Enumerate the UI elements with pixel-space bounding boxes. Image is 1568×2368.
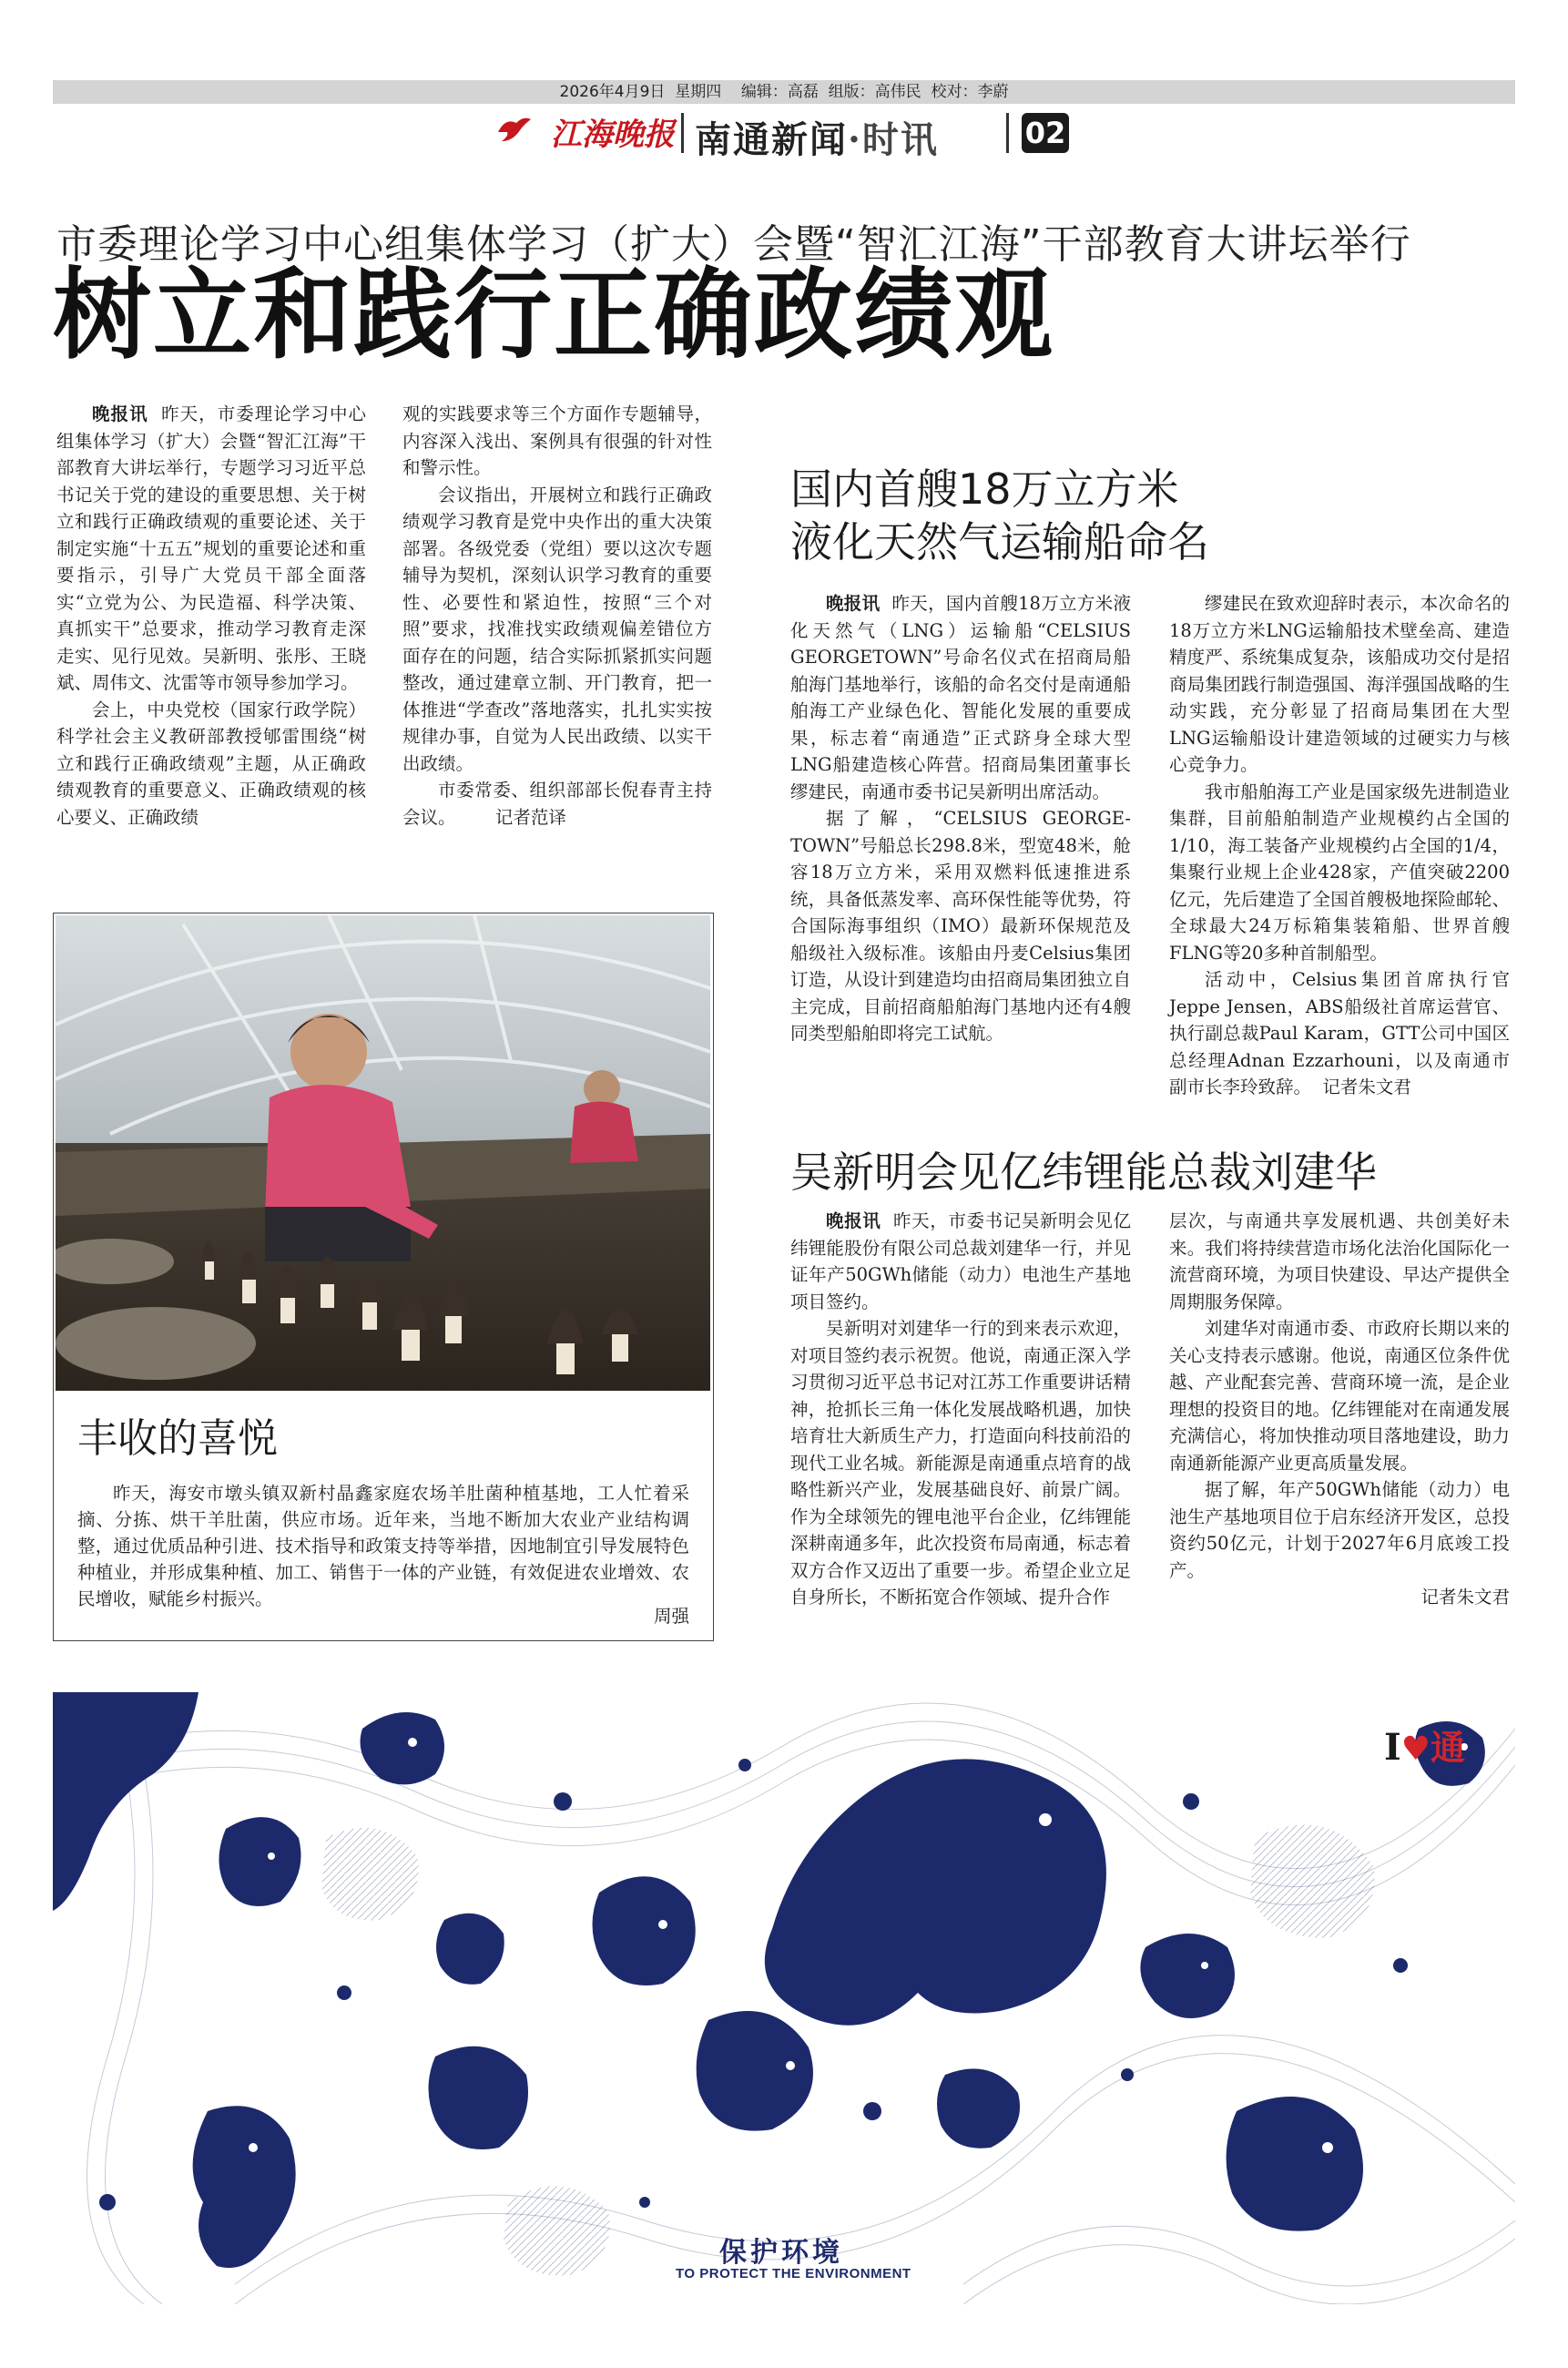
logo-letter-i: I (1384, 1726, 1401, 1769)
lead-story-col2 (402, 401, 712, 831)
ship-paragraph: 缪建民在致欢迎辞时表示，本次命名的18万立方米LNG运输船技术壁垒高、建造精度严、系统集成复杂，该船成功交付是招商局集团践行制造强国、海洋强国战略的生动实践，充分彰显了招商局集团在大型LNG运输船设计建造领域的过硬实力与核心竞争力。 (1169, 593, 1510, 775)
lead-tag: 晚报讯 (826, 593, 881, 614)
lead-paragraph: 会议指出，开展树立和践行正确政绩观学习教育是党中央作出的重大决策部署。各级党委（党组）要以这次专题辅导为契机，深刻认识学习教育的重要性、必要性和紧迫性，按照“三个对照”要求，找准找实政绩观偏差错位方面存在的问题，结合实际抓紧抓实问题整改，通过建章立制、开门教育，把一体推进“学查改”落地落实，扎扎实实按规律办事，自觉为人民出政绩、以实干出政绩。 (402, 484, 712, 774)
lead-text: 昨天，市委理论学习中心组集体学习（扩大）会暨“智汇江海”干部教育大讲坛举行，专题学习习近平总书记关于党的建设的重要思想、关于树立和践行正确政绩观的重要论述、关于制定实施“十五五”规划的重要论述和重要指示，引导广大党员干部全面落实“立党为公、为民造福、科学决策、真抓实干”总要求，推动学习教育走深走实、见行见效。吴新明、张彤、王晓斌、周伟文、沈雷等市领导参加学习。 (56, 403, 366, 693)
lead-tag: 晚报讯 (826, 1210, 881, 1231)
lead-paragraph (56, 401, 366, 697)
lead-paragraph: 观的实践要求等三个方面作专题辅导，内容深入浅出、案例具有很强的针对性和警示性。 (402, 403, 712, 478)
lead-paragraph (402, 777, 712, 831)
masthead-divider (1006, 113, 1009, 153)
heart-icon: ♥ (1400, 1730, 1431, 1768)
newspaper-name: 江海晚报 (550, 117, 675, 153)
date-bar (53, 80, 1515, 104)
lead-story-col1 (56, 401, 366, 831)
ship-story-col2 (1169, 590, 1510, 1101)
ship-paragraph: 我市船舶海工产业是国家级先进制造业集群，目前船舶制造产业规模约占全国的1/10，海工装备产业规模约占全国的1/4，集聚行业规上企业428家，产值突破2200亿元，先后建造了全国首艘极地探险邮轮、全球最大24万标箱集装箱船、世界首艘FLNG等20多种首制船型。 (1169, 781, 1510, 964)
meeting-paragraph: 据了解，年产50GWh储能（动力）电池生产基地项目位于启东经济开发区，总投资约50亿元，计划于2027年6月底竣工投产。 (1169, 1479, 1510, 1581)
lead-paragraph: 会上，中央党校（国家行政学院）科学社会主义教研部教授郇雷围绕“树立和践行正确政绩观”主题，从正确政绩观教育的重要意义、正确政绩观的核心要义、正确政绩 (56, 699, 366, 828)
meeting-headline: 吴新明会见亿纬锂能总裁刘建华 (790, 1148, 1377, 1197)
chair-text: 市委常委、组织部部长倪春青主持会议。 (402, 780, 712, 828)
meeting-text: 昨天，市委书记吴新明会见亿纬锂能股份有限公司总裁刘建华一行，并见证年产50GWh储能（动力）电池生产基地项目签约。 (790, 1210, 1131, 1312)
lead-headline: 树立和践行正确政绩观 (53, 259, 1055, 373)
byline: 记者范译 (494, 806, 566, 828)
section-title (695, 111, 939, 163)
page-number: 02 (1022, 113, 1069, 153)
ship-story-col1 (790, 590, 1131, 1047)
dateline: 2026年4月9日 星期四 编辑：高磊 组版：高伟民 校对：李蔚 (559, 83, 1009, 101)
ship-text: 昨天，国内首艘18万立方米液化天然气（LNG）运输船“CELSIUS GEORGETOWN”号命名仪式在招商局船舶海门基地举行，该船的命名交付是南通船舶海工产业绿色化、智能化发展的重要成果，标志着“南通造”正式跻身全球大型LNG船建造核心阵营。招商局集团董事长缪建民，南通市委书记吴新明出席活动。 (790, 593, 1131, 802)
ad-title-cn: 保护环境 (719, 2237, 843, 2269)
photo-caption-text: 昨天，海安市墩头镇双新村晶鑫家庭农场羊肚菌种植基地，工人忙着采摘、分拣、烘干羊肚菌，供应市场。近年来，当地不断加大农业产业结构调整，通过优质品种引进、技术指导和政策支持等举措，因地制宜引导发展特色种植业，并形成集种植、加工、销售于一体的产业链，有效促进农业增效、农民增收，赋能乡村振兴。 (77, 1483, 689, 1609)
meeting-paragraph: 层次，与南通共享发展机遇、共创美好未来。我们将持续营造市场化法治化国际化一流营商环境，为项目快建设、早达产提供全周期服务保障。 (1169, 1210, 1510, 1312)
logo-char-tong: 通 (1431, 1727, 1466, 1768)
meeting-paragraph (790, 1208, 1131, 1315)
section-sub: ·时讯 (848, 118, 939, 161)
meeting-story-col1 (790, 1208, 1131, 1611)
section-name: 南通新闻 (695, 118, 848, 161)
environment-ad (53, 1692, 1515, 2304)
photo-feature (53, 913, 714, 1641)
ship-headline-line1: 国内首艘18万立方米 (790, 464, 1179, 514)
lead-tag: 晚报讯 (92, 403, 148, 424)
ship-paragraph (790, 590, 1131, 805)
byline: 记者朱文君 (1322, 1077, 1411, 1097)
photo-credit: 周强 (653, 1606, 689, 1627)
ship-headline-line2: 液化天然气运输船命名 (790, 517, 1209, 566)
meeting-story-col2 (1169, 1208, 1510, 1611)
ship-text: 活动中，Celsius集团首席执行官Jeppe Jensen，ABS船级社首席运营官、执行副总裁Paul Karam，GTT公司中国区总经理Adnan Ezzarhouni，以及南通市副市长李玲致辞。 (1169, 969, 1510, 1097)
byline: 记者朱文君 (1420, 1587, 1510, 1608)
photo-title: 丰收的喜悦 (77, 1415, 278, 1462)
photo-caption (77, 1480, 689, 1612)
newspaper-logo (496, 109, 675, 155)
lead-kicker: 市委理论学习中心组集体学习（扩大）会暨“智汇江海”干部教育大讲坛举行 (56, 221, 1411, 268)
meeting-paragraph: 刘建华对南通市委、市政府长期以来的关心支持表示感谢。他说，南通区位条件优越、产业配套完善、营商环境一流，是企业理想的投资目的地。亿纬锂能对在南通发展充满信心，将加快推动项目落地建设，助力南通新能源产业更高质量发展。 (1169, 1318, 1510, 1474)
masthead-divider (681, 113, 684, 153)
meeting-paragraph: 吴新明对刘建华一行的到来表示欢迎，对项目签约表示祝贺。他说，南通正深入学习贯彻习近平总书记对江苏工作重要讲话精神，抢抓长三角一体化发展战略机遇，加快培育壮大新质生产力，打造面向科技前沿的现代工业名城。新能源是南通重点培育的战略性新兴产业，发展基础良好、前景广阔。作为全球领先的锂电池平台企业，亿纬锂能深耕南通多年，此次投资布局南通，标志着双方合作又迈出了重要一步。希望企业立足自身所长，不断拓宽合作领域、提升合作 (790, 1318, 1131, 1608)
ship-paragraph: 据了解，“CELSIUS GEORGE-TOWN”号船总长298.8米，型宽48米，舱容18万立方米，采用双燃料低速推进系统，具备低蒸发率、高环保性能等优势，符合国际海事组织（IMO）最新环保规范及船级社入级标准。该船由丹麦Celsius集团订造，从设计到建造均由招商局集团独立自主完成，目前招商船舶海门基地内还有4艘同类型船舶即将完工试航。 (790, 808, 1131, 1044)
morel-harvest-photo (56, 915, 710, 1391)
ad-title-en: TO PROTECT THE ENVIRONMENT (676, 2266, 911, 2281)
ship-paragraph (1169, 966, 1510, 1101)
bird-logo-icon (496, 117, 544, 153)
i-love-nantong-logo (1384, 1720, 1465, 1770)
